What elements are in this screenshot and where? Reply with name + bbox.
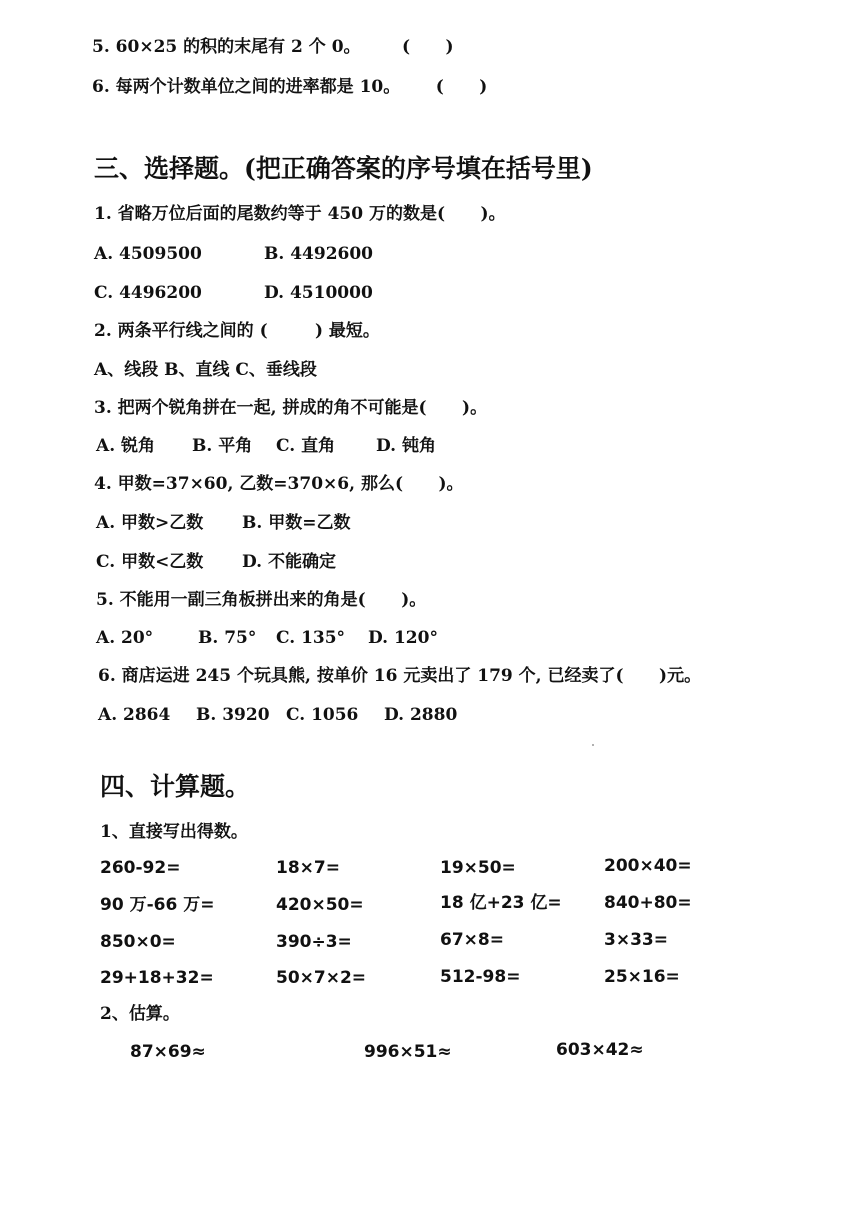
q1-option-d: D. 4510000 — [264, 283, 373, 303]
calc-item: 840+80= — [604, 893, 692, 913]
q3-option-a: A. 锐角 — [96, 436, 156, 456]
calc-item: 512-98= — [440, 967, 521, 987]
q4-option-c: C. 甲数<乙数 — [96, 552, 204, 572]
q3-option-d: D. 钝角 — [376, 436, 436, 456]
q1-option-c: C. 4496200 — [94, 283, 202, 303]
q5-option-c: C. 135° — [276, 628, 346, 648]
calc-item: 18 亿+23 亿= — [440, 893, 562, 913]
estimation-item: 603×42≈ — [556, 1040, 644, 1060]
calc-item: 390÷3= — [276, 932, 352, 952]
calc-item: 90 万-66 万= — [100, 895, 215, 915]
q4-option-b: B. 甲数=乙数 — [242, 513, 351, 533]
judge-question-6: 6. 每两个计数单位之间的进率都是 10。 ( ) — [92, 77, 488, 97]
section-3-heading: 三、选择题。(把正确答案的序号填在括号里) — [94, 154, 593, 183]
q2-options: A、线段 B、直线 C、垂线段 — [94, 360, 317, 380]
q6-option-b: B. 3920 — [196, 705, 270, 725]
q1-option-a: A. 4509500 — [94, 244, 202, 264]
calc-item: 850×0= — [100, 932, 176, 952]
section-4-heading: 四、计算题。 — [100, 772, 251, 801]
calc-item: 19×50= — [440, 858, 516, 878]
calc-item: 50×7×2= — [276, 968, 367, 988]
calc-item: 25×16= — [604, 967, 680, 987]
choice-question-6: 6. 商店运进 245 个玩具熊, 按单价 16 元卖出了 179 个, 已经卖了( )元。 — [98, 666, 702, 686]
calc-item: 420×50= — [276, 895, 364, 915]
choice-question-2: 2. 两条平行线之间的 ( ) 最短。 — [94, 321, 380, 341]
calc-item: 3×33= — [604, 930, 668, 950]
calc-item: 260-92= — [100, 858, 181, 878]
q5-option-a: A. 20° — [96, 628, 154, 648]
q6-option-a: A. 2864 — [98, 705, 171, 725]
direct-calc-subheading: 1、直接写出得数。 — [100, 822, 248, 842]
q3-option-b: B. 平角 — [192, 436, 253, 456]
q6-option-c: C. 1056 — [286, 705, 359, 725]
estimation-item: 996×51≈ — [364, 1042, 452, 1062]
calc-item: 200×40= — [604, 856, 692, 876]
q5-option-d: D. 120° — [368, 628, 438, 648]
q5-option-b: B. 75° — [198, 628, 257, 648]
choice-question-1: 1. 省略万位后面的尾数约等于 450 万的数是( )。 — [94, 204, 506, 224]
judge-question-5: 5. 60×25 的积的末尾有 2 个 0。 ( ) — [92, 37, 454, 57]
choice-question-3: 3. 把两个锐角拼在一起, 拼成的角不可能是( )。 — [94, 398, 488, 418]
estimation-subheading: 2、估算。 — [100, 1004, 180, 1024]
choice-question-4: 4. 甲数=37×60, 乙数=370×6, 那么( )。 — [94, 474, 464, 494]
calc-item: 18×7= — [276, 858, 340, 878]
calc-item: 67×8= — [440, 930, 504, 950]
estimation-item: 87×69≈ — [130, 1042, 206, 1062]
q4-option-a: A. 甲数>乙数 — [96, 513, 204, 533]
q4-option-d: D. 不能确定 — [242, 552, 336, 572]
scan-speck — [592, 744, 594, 746]
q6-option-d: D. 2880 — [384, 705, 458, 725]
q1-option-b: B. 4492600 — [264, 244, 374, 264]
q3-option-c: C. 直角 — [276, 436, 336, 456]
calc-item: 29+18+32= — [100, 968, 214, 988]
choice-question-5: 5. 不能用一副三角板拼出来的角是( )。 — [96, 590, 427, 610]
